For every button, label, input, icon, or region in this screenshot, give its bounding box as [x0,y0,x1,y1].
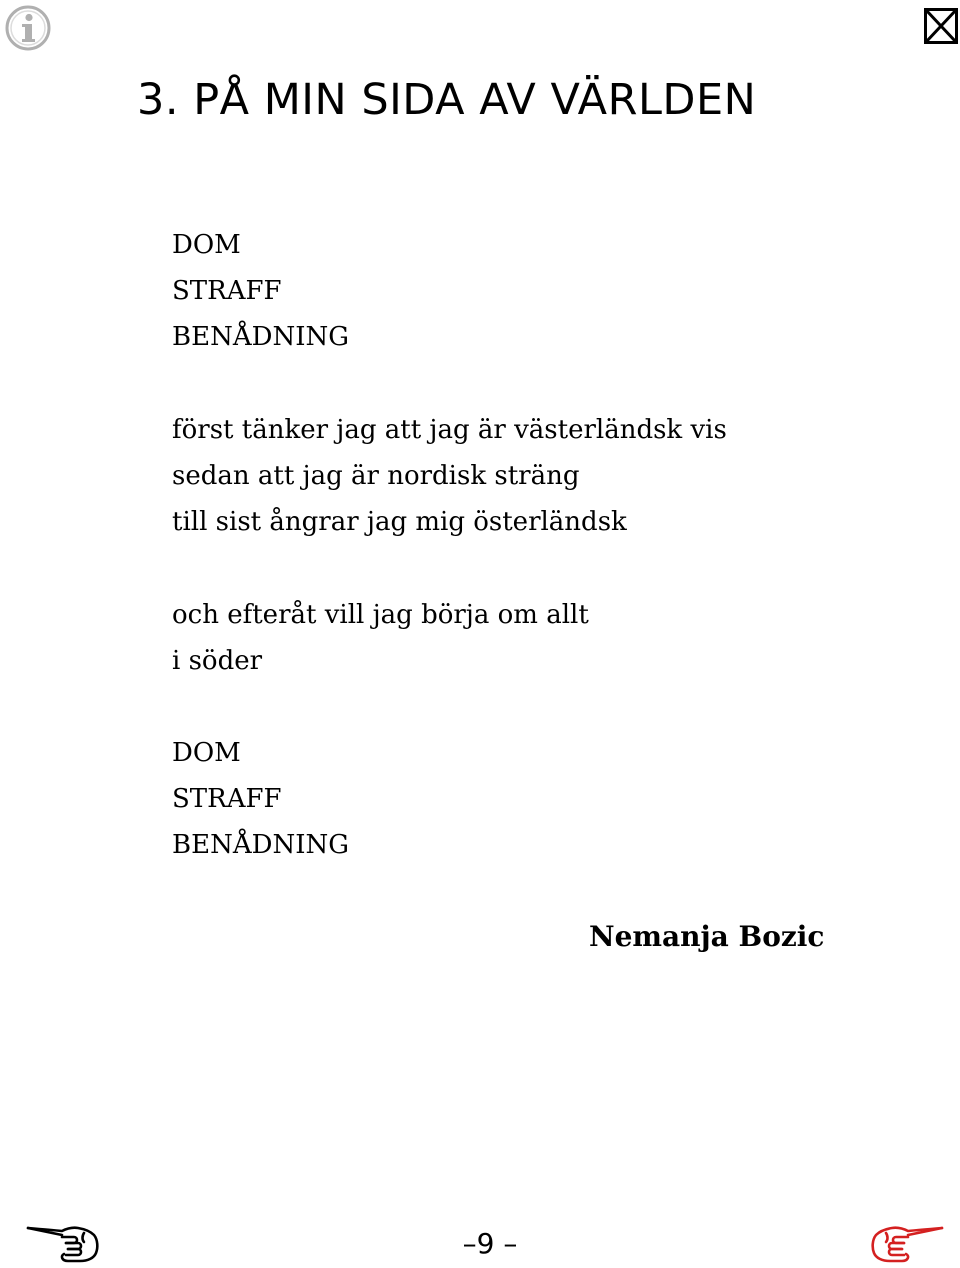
poem-line: till sist ångrar jag mig österländsk [172,507,627,537]
poem-stanza [172,222,349,360]
poem-line: BENÅDNING [172,322,349,352]
hand-pointing-left-icon[interactable] [22,1222,102,1264]
poem-line: STRAFF [172,784,282,814]
info-icon[interactable] [4,4,52,52]
poem-line: STRAFF [172,276,282,306]
page-title: 3. PÅ MIN SIDA AV VÄRLDEN [137,75,757,125]
poem-line: DOM [172,230,241,260]
close-icon[interactable] [924,8,958,44]
poem-author: Nemanja Bozic [589,920,825,953]
poem-line: först tänker jag att jag är västerländsk vis [172,415,727,445]
poem-line: och efteråt vill jag börja om allt [172,600,589,630]
poem-line: DOM [172,738,241,768]
poem-line: i söder [172,646,263,676]
poem-line: BENÅDNING [172,830,349,860]
hand-pointing-right-icon[interactable] [868,1222,948,1264]
poem-line: sedan att jag är nordisk sträng [172,461,580,491]
poem-stanza [172,730,349,868]
page-number: –9 – [462,1227,518,1260]
poem-stanza [172,592,589,684]
poem-stanza [172,407,727,545]
